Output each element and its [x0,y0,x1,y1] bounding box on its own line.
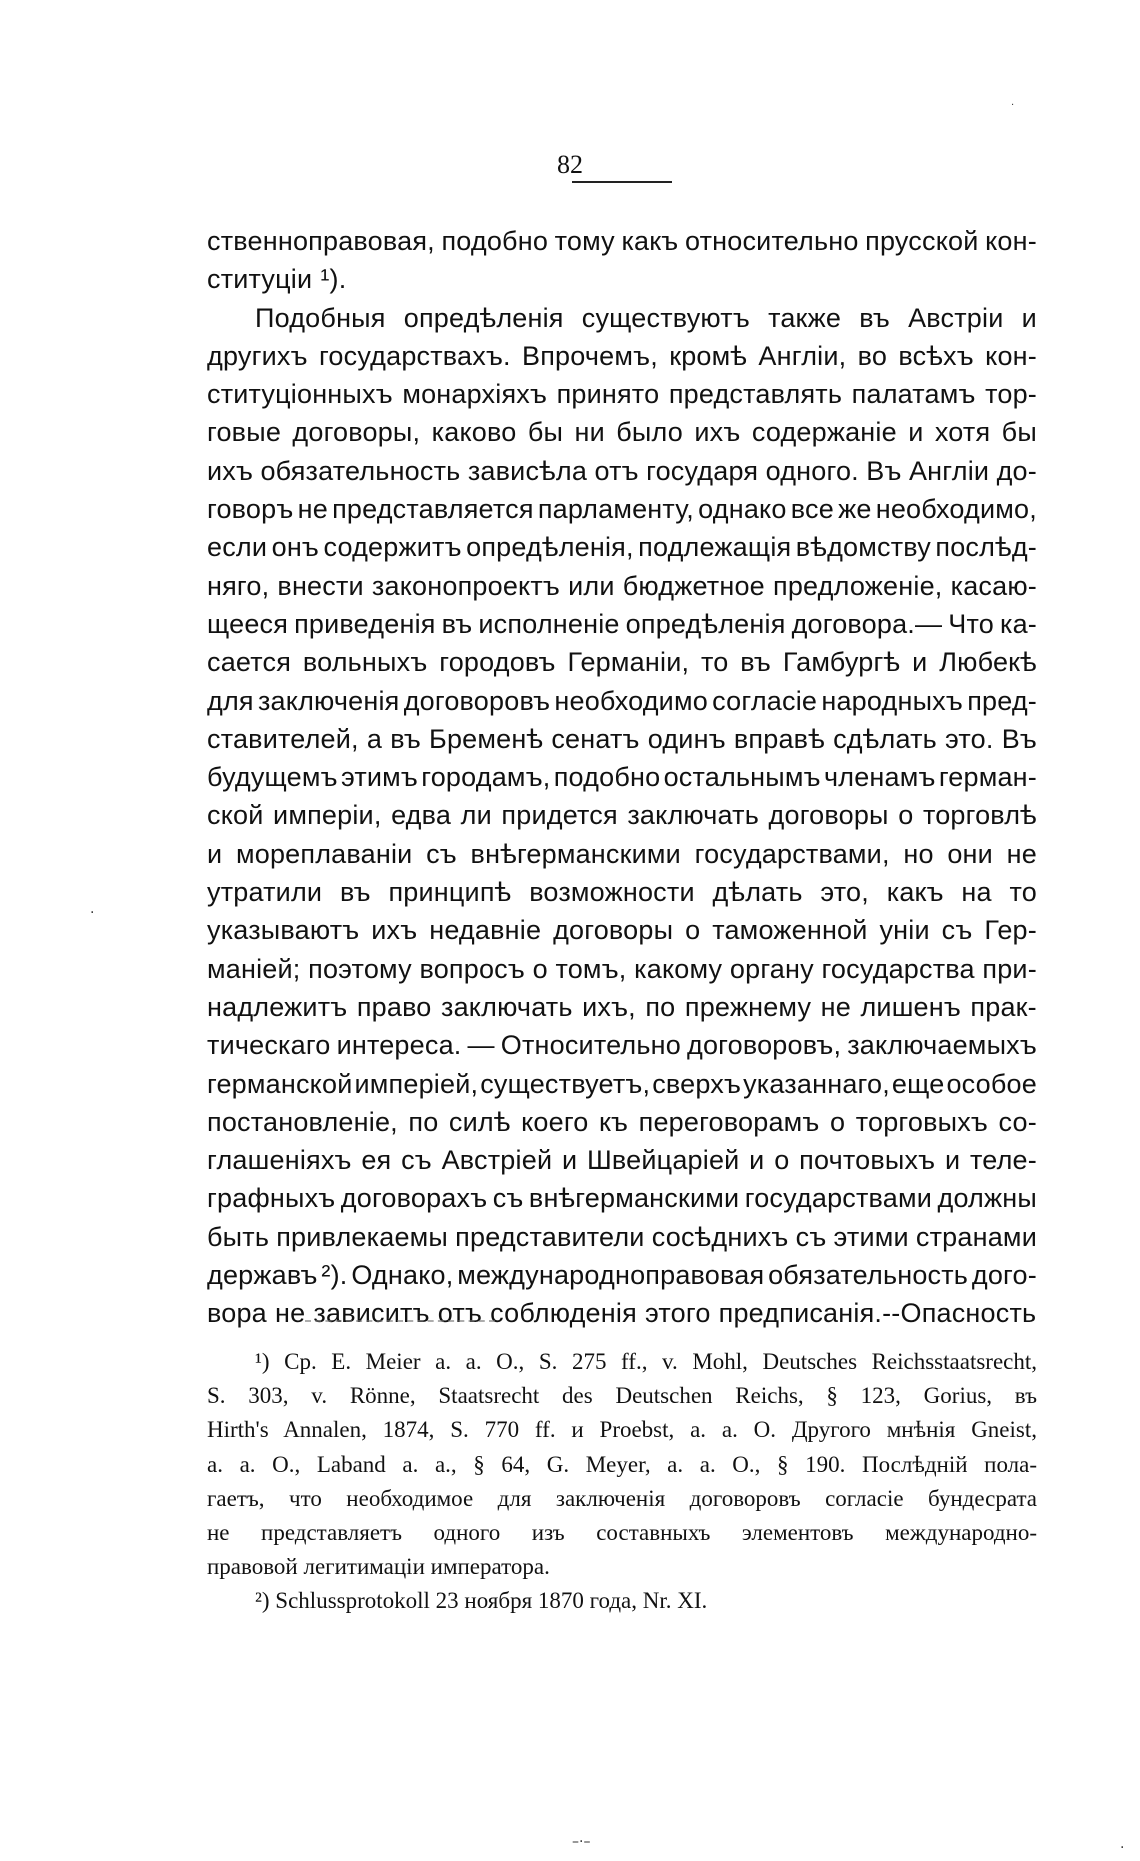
text-line: тическаго интереса. — Относительно договоровъ, заключаемыхъ [207,1030,1037,1061]
footnote-line: S. 303, v. Rönne, Staatsrecht des Deutschen Reichs, § 123, Gorius, въ [207,1383,1037,1409]
footnotes [207,1345,1037,1619]
text-line: ственноправовая, подобно тому какъ относительно прусской кон- [207,226,1037,256]
text-line: и мореплаваніи съ внѣгерманскими государствами, но они не [207,838,1037,869]
text-line: для заключенія договоровъ необходимо согласіе народныхъ пред- [207,685,1037,716]
text-line: ституціи ¹). [207,264,347,295]
text-line: глашеніяхъ ея съ Австріей и Швейцаріей и о почтовыхъ и теле- [207,1145,1037,1176]
footnote-separator [305,1320,495,1323]
text-line: говоръ не представляется парламенту, однако все же необходимо, [207,494,1037,525]
footnote-line: гаетъ, что необходимое для заключенія договоровъ согласіе бундесрата [207,1485,1037,1511]
text-line: быть привлекаемы представители сосѣднихъ съ этими странами [207,1221,1037,1252]
text-line: вора не зависитъ отъ соблюденія этого предписанія.--Опасность [207,1298,1037,1329]
text-line: маніей; поэтому вопросъ о томъ, какому органу государства при- [207,953,1037,984]
scan-speck: –·– [572,1834,591,1850]
text-line: няго, внести законопроектъ или бюджетное предложеніе, касаю- [207,570,1037,601]
scan-speck: · [1120,1840,1125,1856]
text-line: сается вольныхъ городовъ Германіи, то въ Гамбургѣ и Любекѣ [207,647,1037,678]
text-line: другихъ государствахъ. Впрочемъ, кромѣ Англіи, во всѣхъ кон- [207,340,1037,371]
footnote-2: ²) Schlussprotokoll 23 ноября 1870 года, Nr. XI. [255,1588,708,1614]
text-line: графныхъ договорахъ съ внѣгерманскими государствами должны [207,1183,1037,1214]
footnote-line: не представляетъ одного изъ составныхъ элементовъ международно- [207,1519,1037,1545]
page-number: 82 [557,150,583,179]
text-line: ской имперіи, едва ли придется заключать договоры о торговлѣ [207,800,1037,831]
text-line: будущемъ этимъ городамъ, подобно остальнымъ членамъ герман- [207,762,1037,793]
text-line: если онъ содержитъ опредѣленія, подлежащія вѣдомству послѣд- [207,532,1037,563]
text-line: ституціонныхъ монархіяхъ принято представлять палатамъ тор- [207,379,1037,410]
page-number-rule [572,181,672,183]
text-line: щееся приведенія въ исполненіе опредѣленія договора.— Что ка- [207,608,1037,639]
text-line: говые договоры, каково бы ни было ихъ содержаніе и хотя бы [207,417,1037,448]
text-line: ихъ обязательность зависѣла отъ государя одного. Въ Англіи до- [207,455,1037,486]
text-line: постановленіе, по силѣ коего къ переговорамъ о торговыхъ со- [207,1106,1037,1137]
text-line: германской имперіей, существуетъ, сверхъ указаннаго, еще особое [207,1068,1037,1099]
text-line: надлежитъ право заключать ихъ, по прежнему не лишенъ прак- [207,991,1037,1022]
text-line: державъ ²). Однако, международноправовая обязательность дого- [207,1260,1037,1291]
text-line: утратили въ принципѣ возможности дѣлать это, какъ на то [207,877,1037,908]
footnote-line: ¹) Cp. E. Meier a. a. O., S. 275 ff., v. Mohl, Deutsches Reichsstaatsrecht, [255,1349,1037,1374]
scan-speck: · [90,905,95,921]
text-line: ставителей, а въ Бременѣ сенатъ одинъ вправѣ сдѣлать это. Въ [207,723,1037,754]
main-text [207,222,1037,1333]
text-line: Подобныя опредѣленія существуютъ также въ Австріи и [255,302,1037,333]
footnote-line: Hirth's Annalen, 1874, S. 770 ff. и Proebst, a. a. O. Другого мнѣнія Gneist, [207,1417,1037,1443]
footnote-line: правовой легитимаціи императора. [207,1554,550,1580]
scan-speck: · [1011,100,1015,111]
text-line: указываютъ ихъ недавніе договоры о таможенной уніи съ Гер- [207,915,1037,946]
footnote-line: a. a. O., Laband a. a., § 64, G. Meyer, a. a. O., § 190. Послѣдній пола- [207,1451,1037,1477]
